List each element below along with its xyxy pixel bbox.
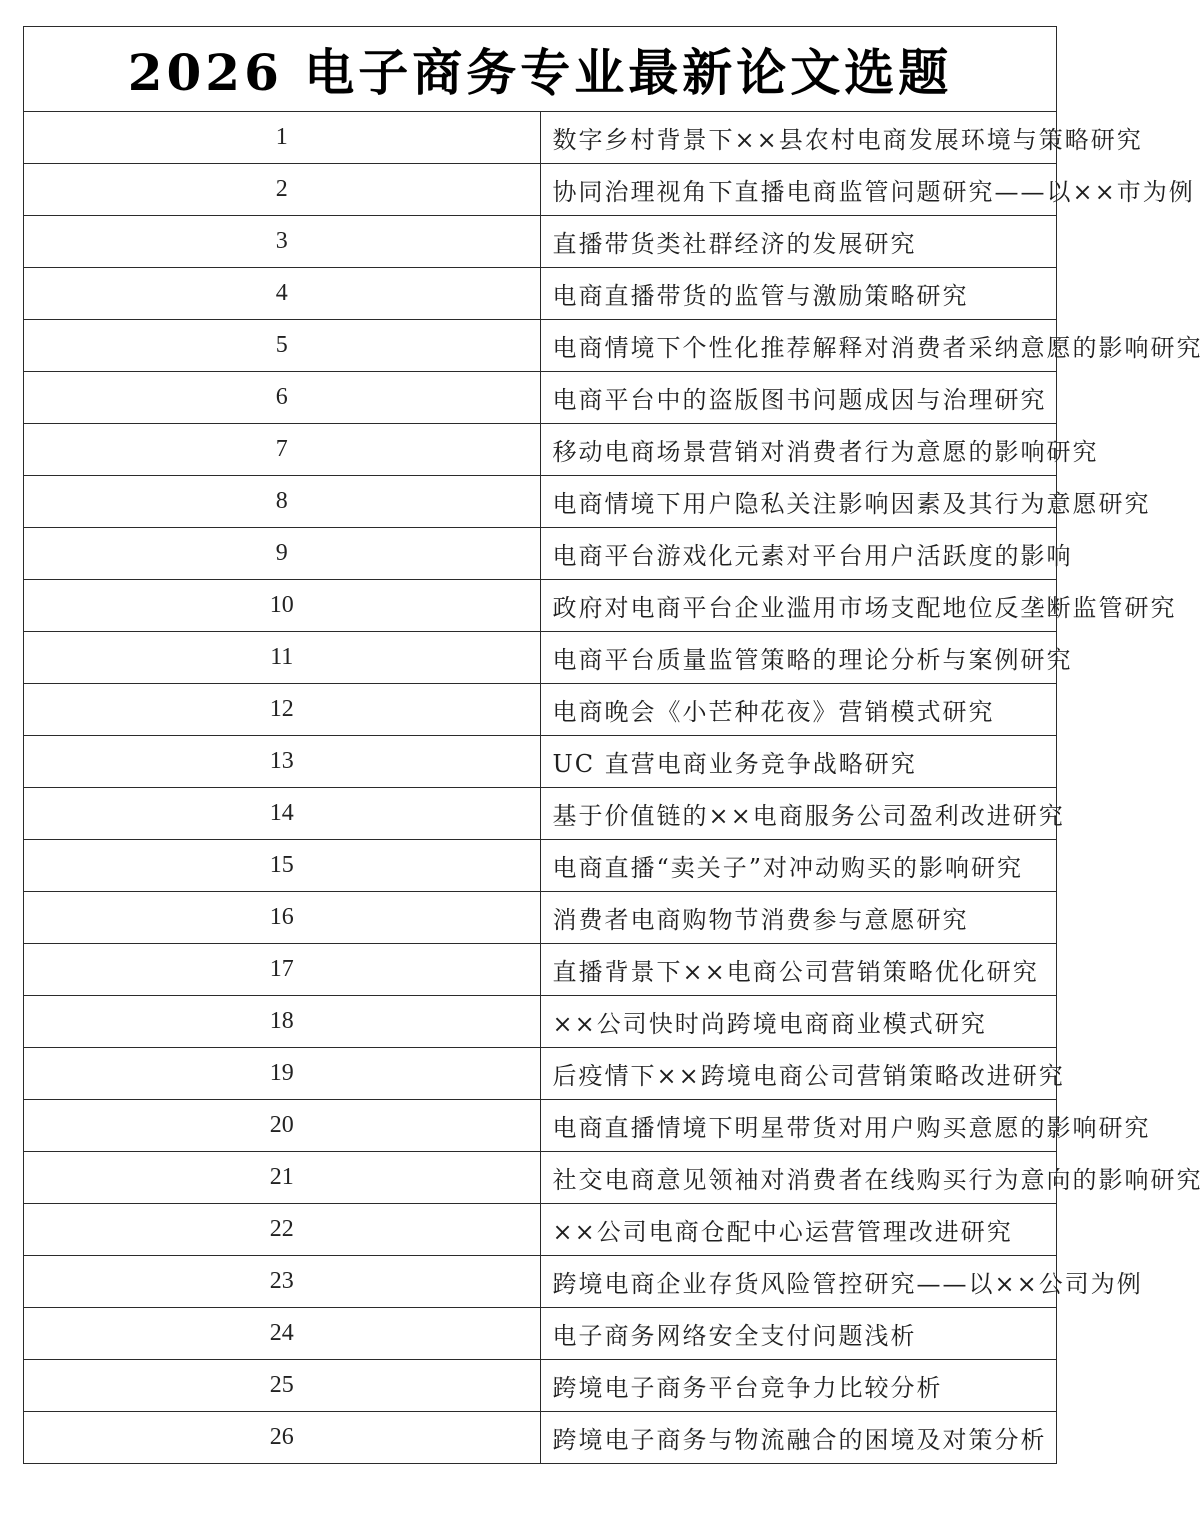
- topic-title: 电商直播情境下明星带货对用户购买意愿的影响研究: [540, 1100, 1057, 1152]
- topic-title: 电商平台质量监管策略的理论分析与案例研究: [540, 632, 1057, 684]
- table-row: [24, 216, 1057, 268]
- topic-title: 协同治理视角下直播电商监管问题研究——以××市为例: [540, 164, 1057, 216]
- table-row: [24, 112, 1057, 164]
- topic-title: 移动电商场景营销对消费者行为意愿的影响研究: [540, 424, 1057, 476]
- row-number: 10: [24, 580, 541, 632]
- table-row: [24, 580, 1057, 632]
- row-number: 11: [24, 632, 541, 684]
- table-row: [24, 1256, 1057, 1308]
- row-number: 2: [24, 164, 541, 216]
- row-number: 15: [24, 840, 541, 892]
- table-row: [24, 944, 1057, 996]
- topic-title: 直播带货类社群经济的发展研究: [540, 216, 1057, 268]
- table-row: [24, 632, 1057, 684]
- row-number: 16: [24, 892, 541, 944]
- topic-title: ××公司电商仓配中心运营管理改进研究: [540, 1204, 1057, 1256]
- topic-title: 电商情境下用户隐私关注影响因素及其行为意愿研究: [540, 476, 1057, 528]
- table-row: [24, 268, 1057, 320]
- row-number: 19: [24, 1048, 541, 1100]
- topic-title: 后疫情下××跨境电商公司营销策略改进研究: [540, 1048, 1057, 1100]
- topic-title: 社交电商意见领袖对消费者在线购买行为意向的影响研究: [540, 1152, 1057, 1204]
- topic-title: 基于价值链的××电商服务公司盈利改进研究: [540, 788, 1057, 840]
- row-number: 20: [24, 1100, 541, 1152]
- table-row: [24, 528, 1057, 580]
- topic-title: 跨境电子商务平台竞争力比较分析: [540, 1360, 1057, 1412]
- row-number: 7: [24, 424, 541, 476]
- table-row: [24, 372, 1057, 424]
- table-row: [24, 736, 1057, 788]
- topic-title: 电商平台游戏化元素对平台用户活跃度的影响: [540, 528, 1057, 580]
- row-number: 26: [24, 1412, 541, 1464]
- row-number: 1: [24, 112, 541, 164]
- row-number: 13: [24, 736, 541, 788]
- topic-title: 电商平台中的盗版图书问题成因与治理研究: [540, 372, 1057, 424]
- topics-body: [24, 112, 1203, 1464]
- topic-title: UC 直营电商业务竞争战略研究: [540, 736, 1057, 788]
- table-row: [24, 840, 1057, 892]
- topic-title: ××公司快时尚跨境电商商业模式研究: [540, 996, 1057, 1048]
- table-row: [24, 1308, 1057, 1360]
- topic-title: 电商情境下个性化推荐解释对消费者采纳意愿的影响研究: [540, 320, 1057, 372]
- title-row: [24, 27, 1057, 112]
- table-row: [24, 476, 1057, 528]
- table-row: [24, 1152, 1057, 1204]
- row-number: 8: [24, 476, 541, 528]
- table-row: [24, 996, 1057, 1048]
- topic-title: 直播背景下××电商公司营销策略优化研究: [540, 944, 1057, 996]
- row-number: 17: [24, 944, 541, 996]
- row-number: 6: [24, 372, 541, 424]
- table-row: [24, 1360, 1057, 1412]
- row-number: 22: [24, 1204, 541, 1256]
- page-title: 2026 电子商务专业最新论文选题: [24, 27, 1057, 112]
- row-number: 4: [24, 268, 541, 320]
- row-number: 23: [24, 1256, 541, 1308]
- table-row: [24, 1048, 1057, 1100]
- topic-title: 跨境电子商务与物流融合的困境及对策分析: [540, 1412, 1057, 1464]
- topic-title: 消费者电商购物节消费参与意愿研究: [540, 892, 1057, 944]
- topic-title: 跨境电商企业存货风险管控研究——以××公司为例: [540, 1256, 1057, 1308]
- table-row: [24, 164, 1057, 216]
- topic-title: 电商晚会《小芒种花夜》营销模式研究: [540, 684, 1057, 736]
- topic-title: 数字乡村背景下××县农村电商发展环境与策略研究: [540, 112, 1057, 164]
- row-number: 14: [24, 788, 541, 840]
- topic-title: 政府对电商平台企业滥用市场支配地位反垄断监管研究: [540, 580, 1057, 632]
- table-row: [24, 424, 1057, 476]
- table-row: [24, 1412, 1057, 1464]
- row-number: 24: [24, 1308, 541, 1360]
- table-row: [24, 1100, 1057, 1152]
- topic-title: 电子商务网络安全支付问题浅析: [540, 1308, 1057, 1360]
- table-row: [24, 788, 1057, 840]
- topic-title: 电商直播带货的监管与激励策略研究: [540, 268, 1057, 320]
- row-number: 12: [24, 684, 541, 736]
- topic-title: 电商直播“卖关子”对冲动购买的影响研究: [540, 840, 1057, 892]
- row-number: 3: [24, 216, 541, 268]
- topics-table: [23, 26, 1203, 1464]
- table-row: [24, 684, 1057, 736]
- row-number: 21: [24, 1152, 541, 1204]
- row-number: 18: [24, 996, 541, 1048]
- row-number: 9: [24, 528, 541, 580]
- row-number: 25: [24, 1360, 541, 1412]
- table-row: [24, 1204, 1057, 1256]
- row-number: 5: [24, 320, 541, 372]
- table-row: [24, 892, 1057, 944]
- table-row: [24, 320, 1057, 372]
